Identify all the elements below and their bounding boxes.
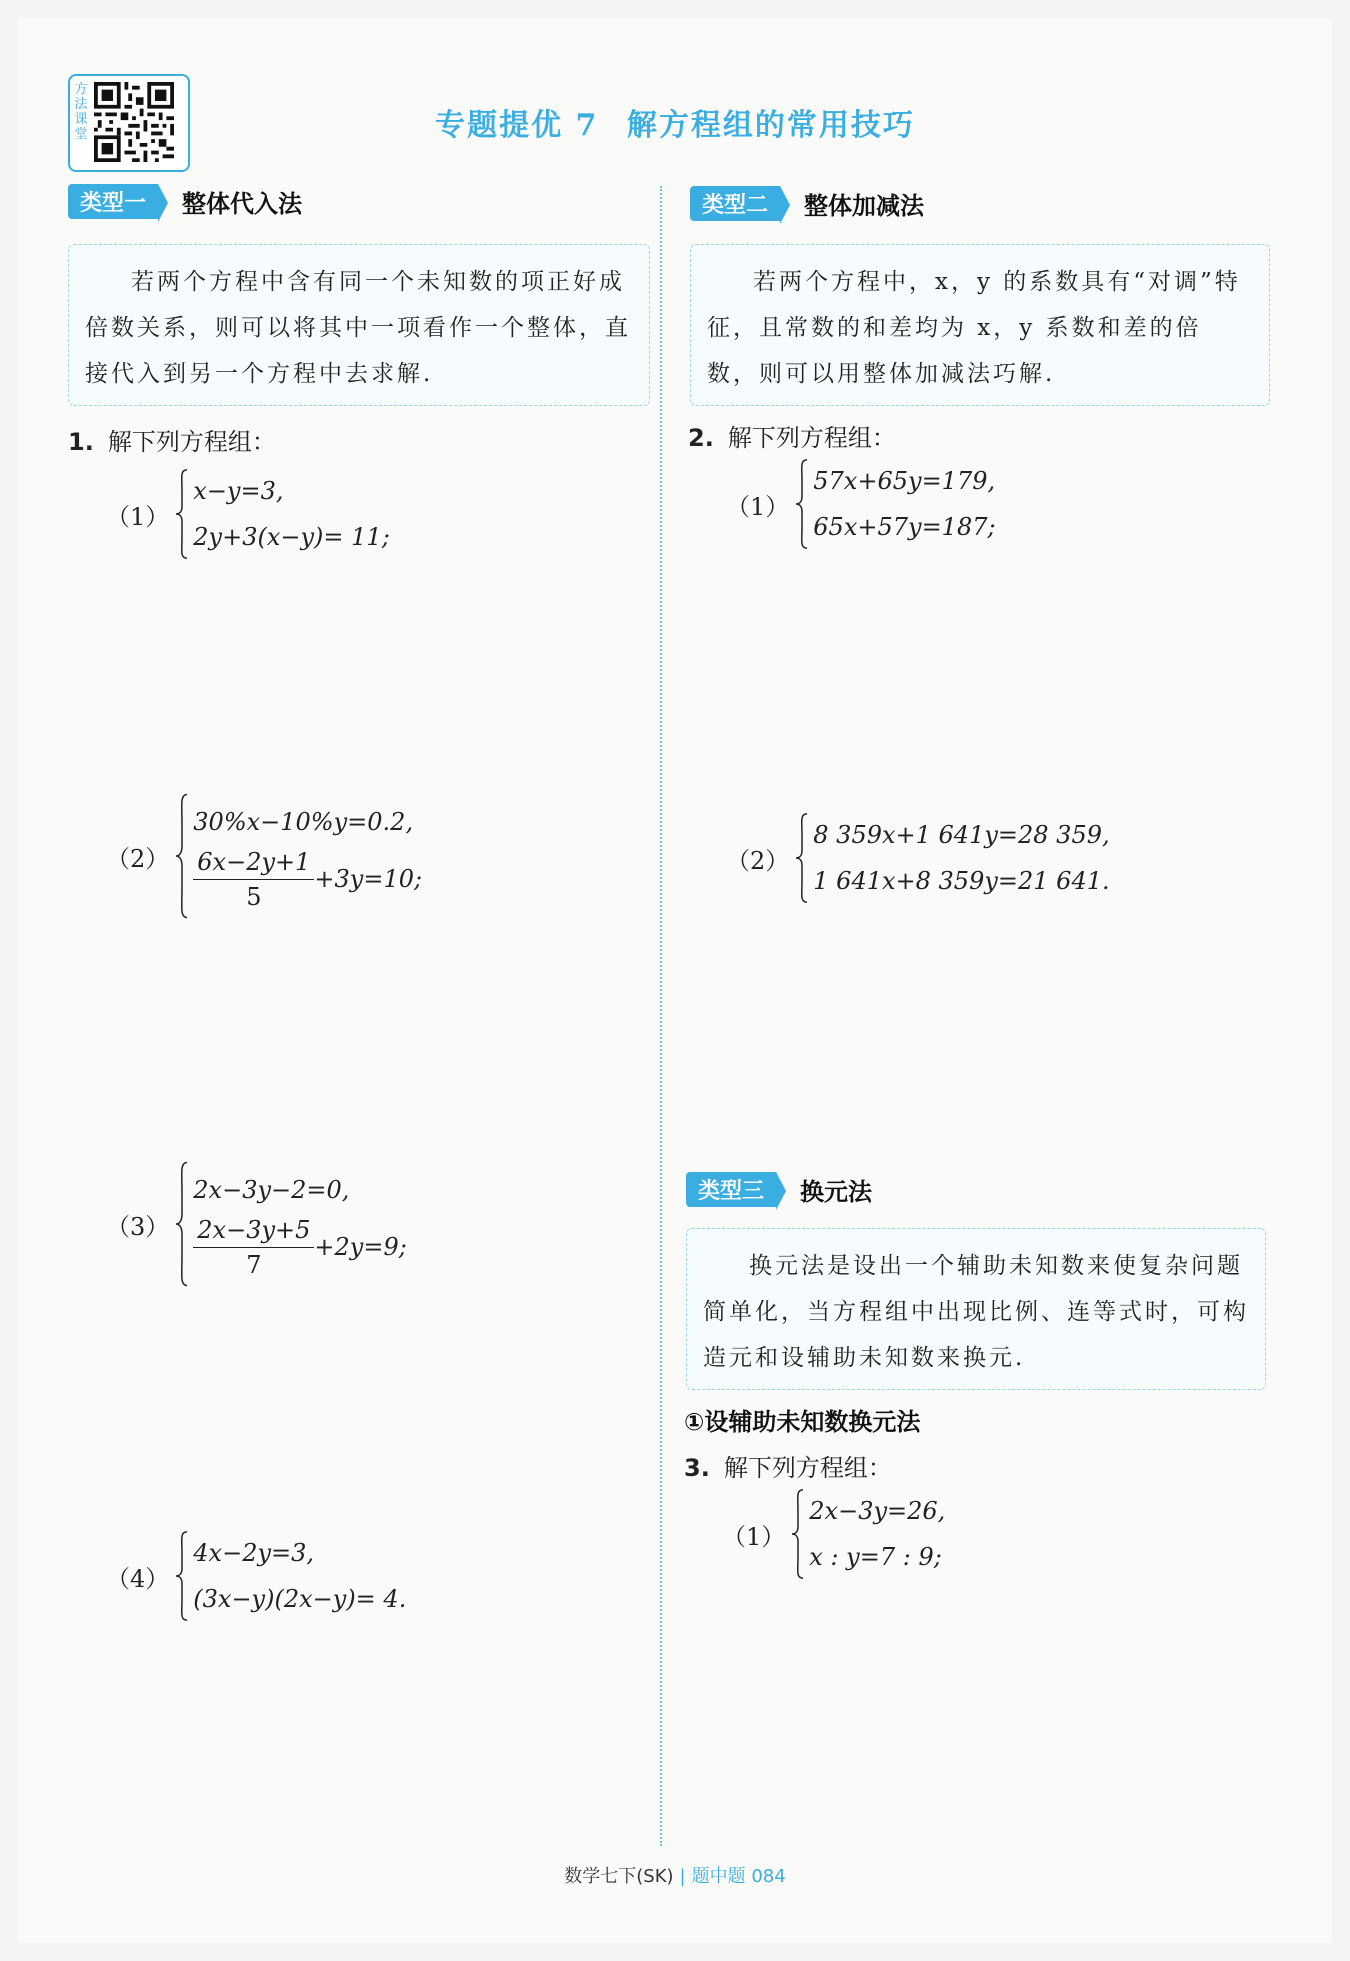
system-2-1 xyxy=(726,458,996,550)
system-1-4 xyxy=(106,1530,406,1622)
tag-badge: 类型三 xyxy=(686,1172,776,1207)
tip-box-2: 若两个方程中，x，y 的系数具有“对调”特征，且常数的和差均为 x，y 系数和差的倍数，则可以用整体加减法巧解. xyxy=(690,244,1270,406)
question-number: 3. xyxy=(684,1454,710,1482)
tag-title: 整体代入法 xyxy=(182,189,303,218)
system-label: （1） xyxy=(726,492,790,521)
brace-icon xyxy=(795,812,809,904)
system-label: （4） xyxy=(106,1564,170,1593)
qr-side-label: 方法课堂 xyxy=(74,82,88,142)
brace-icon xyxy=(175,792,189,920)
system-2-2 xyxy=(726,812,1110,904)
fraction-numerator: 2x−3y+5 xyxy=(193,1213,314,1248)
equation-line: 1 641x+8 359y=21 641. xyxy=(813,867,1110,895)
subsection-title: ①设辅助未知数换元法 xyxy=(684,1408,921,1436)
question-1 xyxy=(68,422,276,457)
page-footer xyxy=(0,1862,1350,1888)
fraction-denominator: 5 xyxy=(246,882,262,911)
brace-icon xyxy=(175,1160,189,1288)
system-3-1 xyxy=(722,1488,945,1580)
footer-book: 数学七下(SK) xyxy=(564,1866,674,1887)
fraction-denominator: 7 xyxy=(246,1250,262,1279)
system-label: （1） xyxy=(106,502,170,531)
fraction-numerator: 6x−2y+1 xyxy=(193,845,314,880)
equation-line: 57x+65y=179, xyxy=(813,467,996,495)
equation-rest: +3y=10; xyxy=(314,865,423,893)
footer-separator: | xyxy=(679,1866,686,1887)
section-tag-3 xyxy=(686,1172,872,1206)
equation-line: 4x−2y=3, xyxy=(193,1539,315,1567)
equation-line: 30%x−10%y=0.2, xyxy=(193,807,414,836)
question-number: 1. xyxy=(68,428,94,456)
page-title xyxy=(0,100,1350,144)
equation-line: 2y+3(x−y)= 11; xyxy=(193,523,390,551)
brace-icon xyxy=(175,468,189,560)
question-number: 2. xyxy=(688,424,714,452)
system-label: （2） xyxy=(106,844,170,873)
page-number: 084 xyxy=(751,1866,786,1887)
brace-icon xyxy=(791,1488,805,1580)
system-label: （1） xyxy=(722,1522,786,1551)
equation-line: x−y=3, xyxy=(193,477,284,505)
system-label: （2） xyxy=(726,846,790,875)
column-divider xyxy=(660,186,662,1846)
system-1-3 xyxy=(106,1160,407,1288)
tip-box-3: 换元法是设出一个辅助未知数来使复杂问题简单化，当方程组中出现比例、连等式时，可构造元和设辅助未知数来换元. xyxy=(686,1228,1266,1390)
fraction-equation xyxy=(193,1213,407,1282)
title-prefix: 专题提优 7 xyxy=(435,108,599,143)
equation-line: 8 359x+1 641y=28 359, xyxy=(813,821,1110,849)
section-tag-1 xyxy=(68,184,302,218)
equation-line: 65x+57y=187; xyxy=(813,513,996,541)
equation-line: 2x−3y=26, xyxy=(809,1497,946,1525)
tip-box-1: 若两个方程中含有同一个未知数的项正好成倍数关系，则可以将其中一项看作一个整体，直接代入到另一个方程中去求解. xyxy=(68,244,650,406)
equation-line: (3x−y)(2x−y)= 4. xyxy=(193,1585,407,1613)
system-label: （3） xyxy=(106,1212,170,1241)
tag-badge: 类型二 xyxy=(690,186,780,221)
section-tag-2 xyxy=(690,186,924,220)
fraction-equation xyxy=(193,845,422,914)
brace-icon xyxy=(795,458,809,550)
equation-rest: +2y=9; xyxy=(314,1233,407,1261)
equation-line: 2x−3y−2=0, xyxy=(193,1175,350,1204)
title-main: 解方程组的常用技巧 xyxy=(626,108,915,143)
tag-title: 整体加减法 xyxy=(804,191,925,220)
system-1-1 xyxy=(106,468,390,560)
question-text: 解下列方程组： xyxy=(727,424,896,452)
system-1-2 xyxy=(106,792,422,920)
tag-title: 换元法 xyxy=(800,1177,873,1206)
question-text: 解下列方程组： xyxy=(723,1454,892,1482)
brace-icon xyxy=(175,1530,189,1622)
equation-line: x : y=7 : 9; xyxy=(809,1543,942,1571)
question-text: 解下列方程组： xyxy=(107,428,276,456)
question-2 xyxy=(688,418,896,453)
question-3 xyxy=(684,1448,892,1483)
tag-badge: 类型一 xyxy=(68,184,158,219)
footer-series: 题中题 xyxy=(691,1866,746,1887)
